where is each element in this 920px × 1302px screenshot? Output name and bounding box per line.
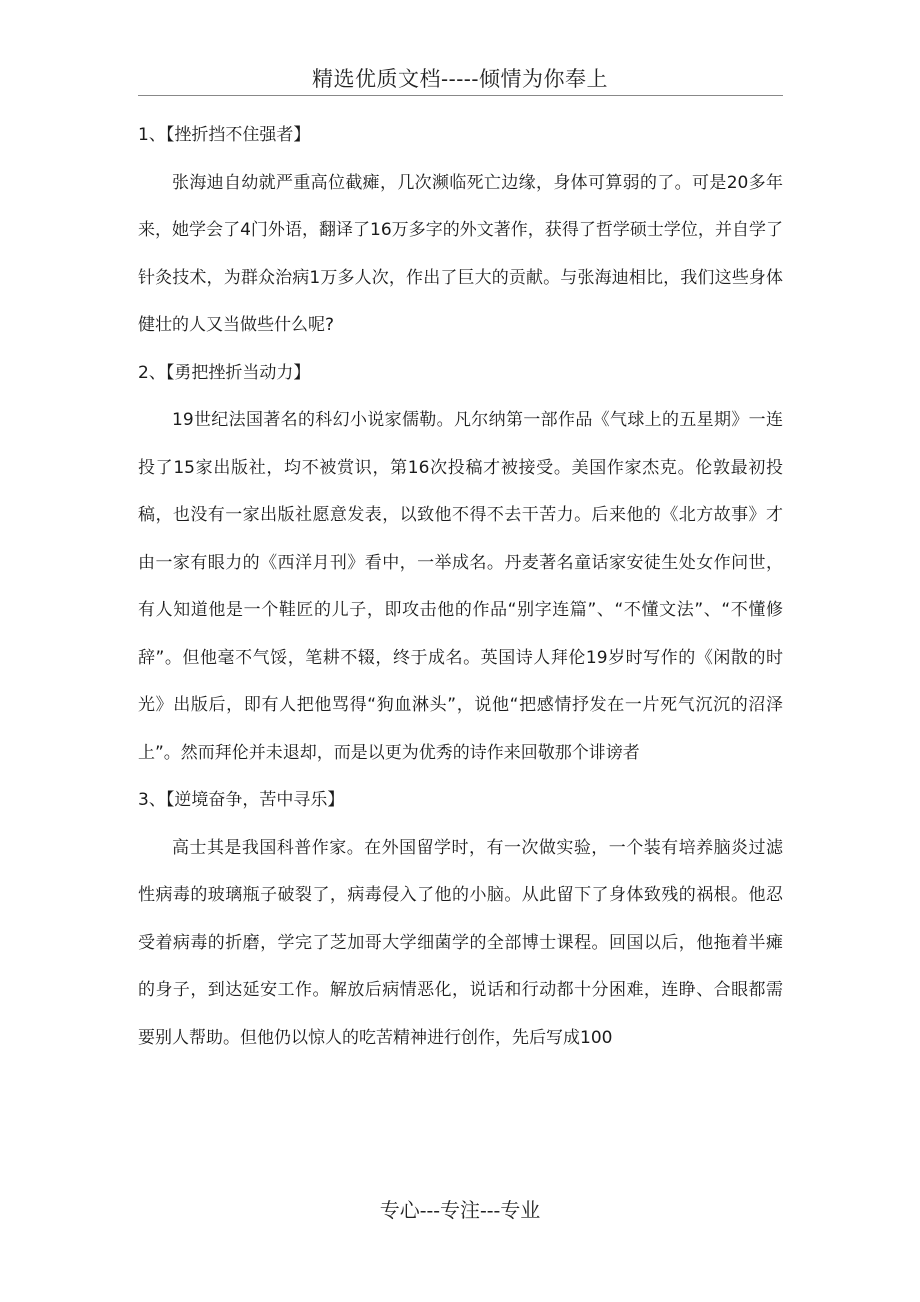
header-divider [138, 95, 783, 96]
document-body [138, 112, 783, 1062]
page-header: 精选优质文档-----倾情为你奉上 [312, 67, 608, 91]
section-paragraph-3: 高士其是我国科普作家。在外国留学时，有一次做实验，一个装有培养脑炎过滤性病毒的玻璃瓶子破裂了，病毒侵入了他的小脑。从此留下了身体致残的祸根。他忍受着病毒的折磨，学完了芝加哥大学细菌学的全部博士课程。回国以后，他拖着半瘫的身子，到达延安工作。解放后病情恶化，说话和行动都十分困难，连睁、合眼都需要别人帮助。但他仍以惊人的吃苦精神进行创作，先后写成100 [138, 837, 783, 1048]
section-paragraph-2: 19世纪法国著名的科幻小说家儒勒。凡尔纳第一部作品《气球上的五星期》一连投了15家出版社，均不被赏识，第16次投稿才被接受。美国作家杰克。伦敦最初投稿，也没有一家出版社愿意发表，以致他不得不去干苦力。后来他的《北方故事》才由一家有眼力的《西洋月刊》看中，一举成名。丹麦著名童话家安徒生处女作问世，有人知道他是一个鞋匠的儿子，即攻击他的作品“别字连篇”、“不懂文法”、“不懂修辞”。但他毫不气馁，笔耕不辍，终于成名。英国诗人拜伦19岁时写作的《闲散的时光》出版后，即有人把他骂得“狗血淋头”，说他“把感情抒发在一片死气沉沉的沼泽上”。然而拜伦并未退却，而是以更为优秀的诗作来回敬那个诽谤者 [138, 410, 783, 763]
section-heading-1: 1、【挫折挡不住强者】 [138, 125, 311, 145]
section-heading-3: 3、【逆境奋争，苦中寻乐】 [138, 790, 345, 810]
page-footer: 专心---专注---专业 [379, 1198, 541, 1222]
section-paragraph-1: 张海迪自幼就严重高位截瘫，几次濒临死亡边缘，身体可算弱的了。可是20多年来，她学会了4门外语，翻译了16万多字的外文著作，获得了哲学硕士学位，并自学了针灸技术，为群众治病1万多人次，作出了巨大的贡献。与张海迪相比，我们这些身体健壮的人又当做些什么呢? [138, 172, 783, 335]
section-heading-2: 2、【勇把挫折当动力】 [138, 362, 311, 383]
